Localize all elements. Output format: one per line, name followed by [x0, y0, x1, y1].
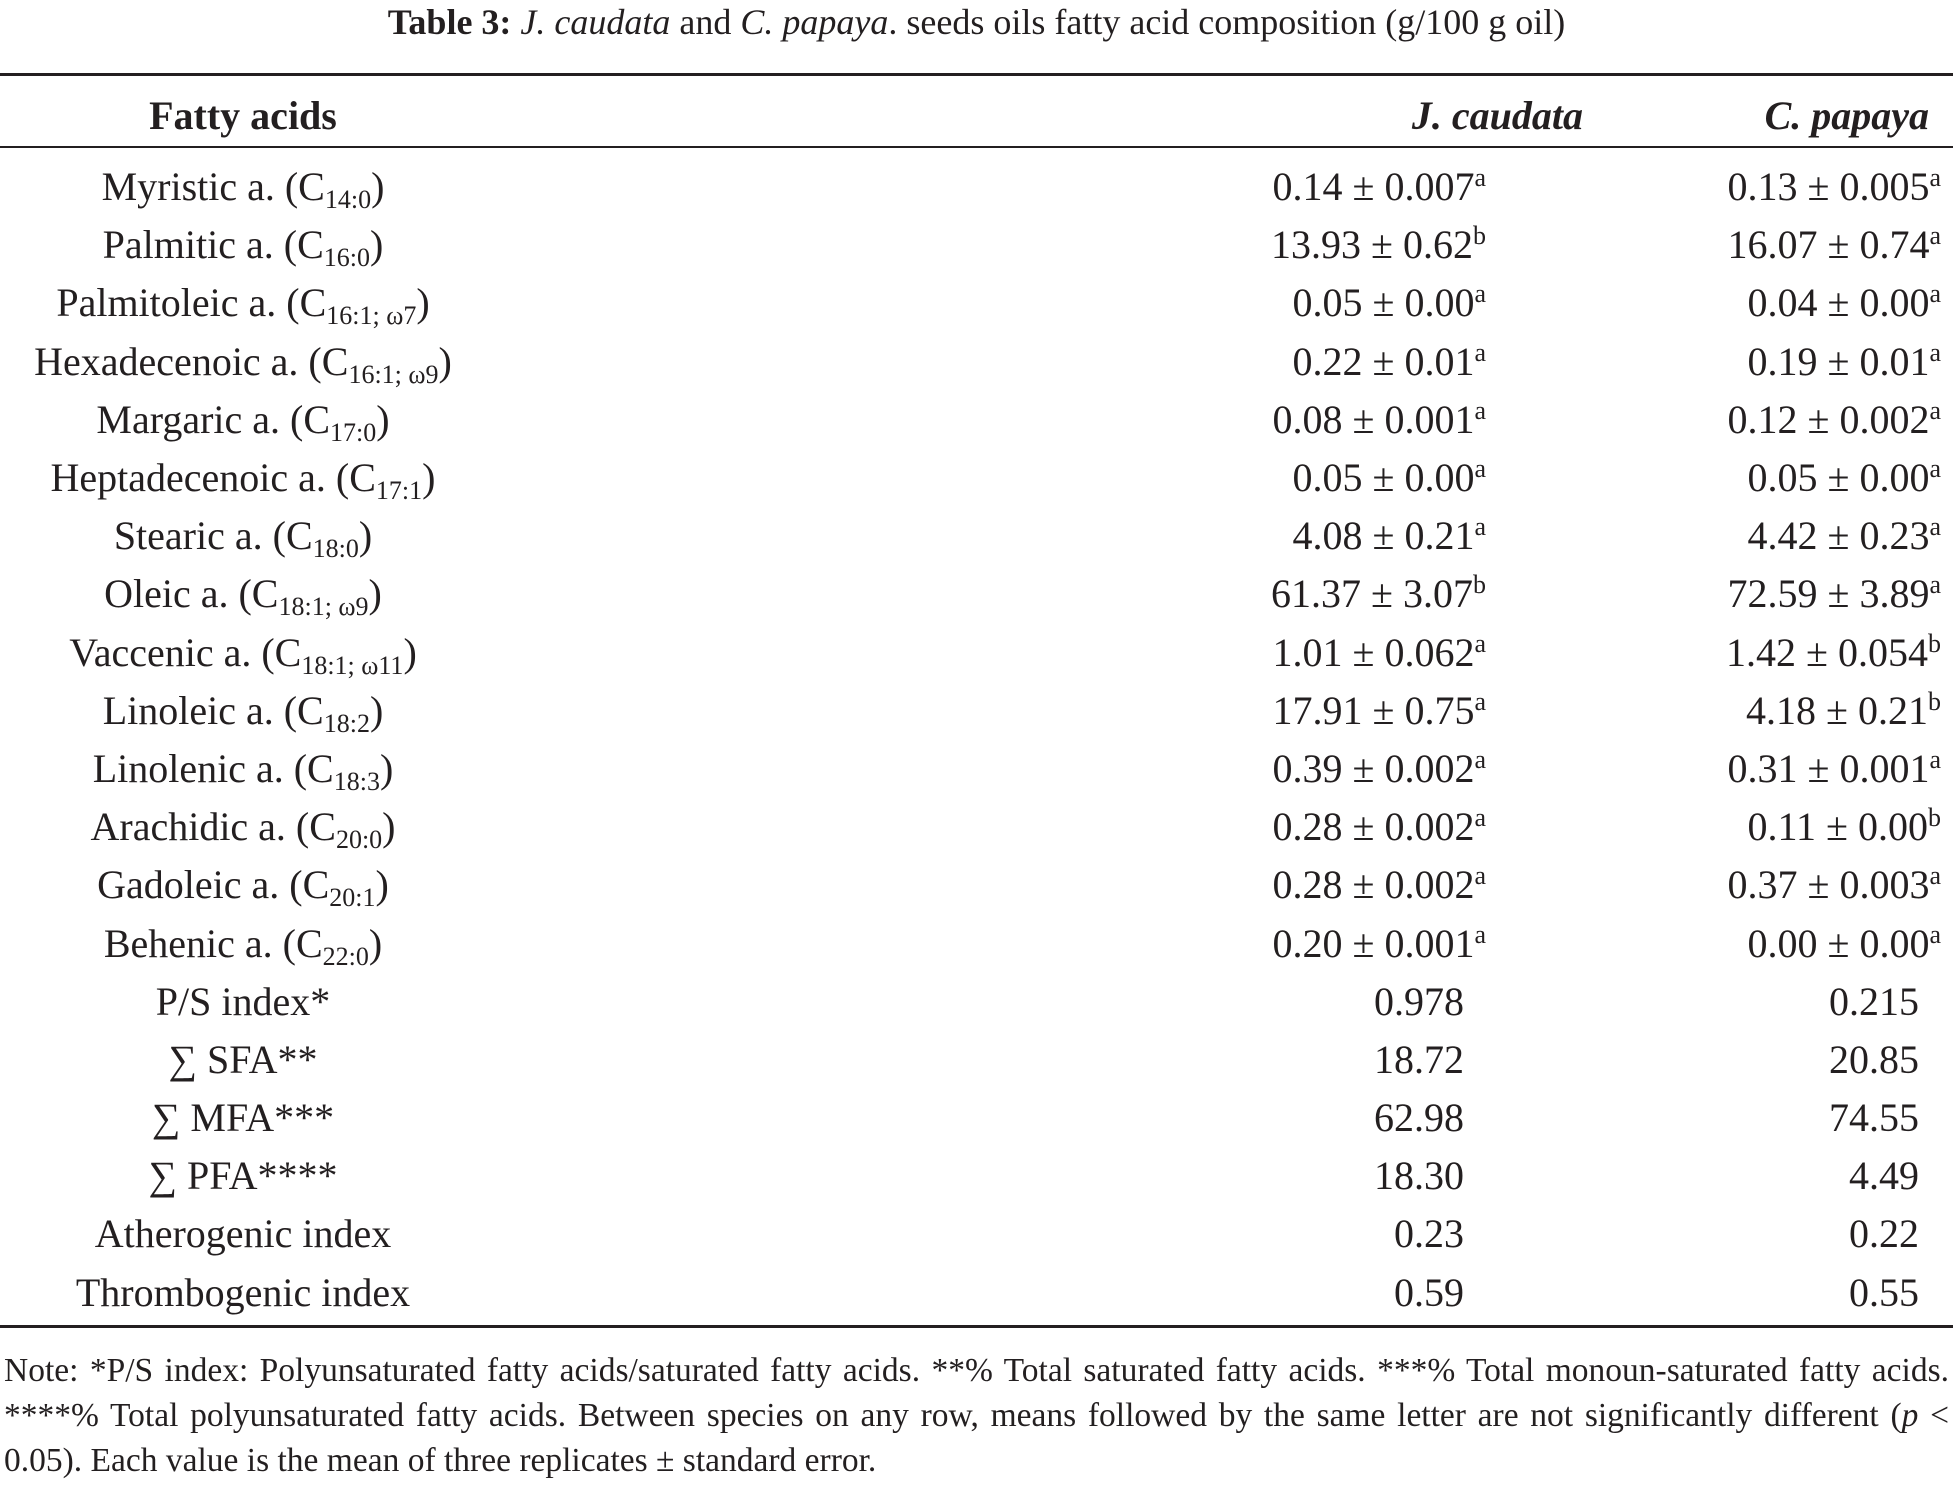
table-row: [0, 624, 1953, 682]
j-caudata-letter: a: [1474, 454, 1486, 484]
header-fatty-acids: Fatty acids: [149, 93, 337, 138]
c-papaya-letter: a: [1929, 512, 1941, 542]
fatty-acid-close: ): [376, 396, 390, 442]
j-caudata-value-cell: [486, 158, 1726, 216]
table-caption: [0, 0, 1953, 48]
c-papaya-summary-value: 0.215: [1829, 978, 1919, 1024]
top-rule: [0, 73, 1953, 76]
c-papaya-letter: a: [1929, 395, 1941, 425]
fatty-acid-name-cell: [0, 856, 486, 914]
fatty-acid-name: Vaccenic a. (C: [69, 629, 302, 675]
header-row: [0, 84, 1953, 148]
fatty-acid-close: ): [368, 571, 382, 617]
j-caudata-value-cell: [486, 624, 1726, 682]
table-row: [0, 565, 1953, 623]
fatty-acid-name: Behenic a. (C: [103, 920, 323, 966]
j-caudata-value: 0.22 ± 0.01: [1292, 338, 1475, 384]
note-text-1: Note: *P/S index: Polyunsaturated fatty acids/saturated fatty acids. **% Total saturated fatty acids. ***% Total monoun-saturated fatty acids. ****% Total polyunsaturated fatty acids. Between species on any row, means followed by the same letter are not significantly different (: [4, 1352, 1949, 1434]
note-text-2: < 0.05). Each value is the mean of three replicates ± standard error.: [4, 1397, 1949, 1479]
c-papaya-value: 0.13 ± 0.005: [1727, 164, 1930, 210]
fatty-acid-subscript: 17:0: [330, 417, 377, 447]
j-caudata-value-cell: [486, 391, 1726, 449]
fatty-acid-subscript: 16:1; ω9: [348, 359, 439, 389]
j-caudata-letter: b: [1473, 221, 1486, 251]
fatty-acid-close: ): [375, 862, 389, 908]
c-papaya-letter: a: [1929, 861, 1941, 891]
j-caudata-value: 61.37 ± 3.07: [1271, 571, 1473, 617]
c-papaya-value-cell: [1726, 682, 1953, 740]
caption-label: Table 3:: [387, 2, 512, 42]
c-papaya-value-cell: [1726, 449, 1953, 507]
fatty-acid-subscript: 14:0: [324, 185, 372, 215]
c-papaya-value: 16.07 ± 0.74: [1727, 222, 1930, 268]
fatty-acid-name-cell: [0, 158, 486, 216]
j-caudata-letter: a: [1474, 686, 1486, 716]
fatty-acid-name-cell: [0, 740, 486, 798]
table-row: [0, 914, 1953, 972]
fatty-acid-name: Myristic a. (C: [101, 164, 325, 210]
table-row: [0, 682, 1953, 740]
fatty-acid-name-cell: [0, 565, 486, 623]
fatty-acid-subscript: 18:1; ω11: [301, 650, 404, 680]
c-papaya-letter: b: [1928, 628, 1941, 658]
j-caudata-value: 0.08 ± 0.001: [1272, 396, 1475, 442]
j-caudata-value-cell: [486, 216, 1726, 274]
c-papaya-summary-value: 74.55: [1829, 1095, 1919, 1141]
j-caudata-value: 1.01 ± 0.062: [1272, 629, 1475, 675]
summary-name: Thrombogenic index: [75, 1269, 411, 1315]
fatty-acid-name-cell: [0, 507, 486, 565]
j-caudata-value-cell: [486, 856, 1726, 914]
c-papaya-summary-value: 0.22: [1849, 1211, 1919, 1257]
j-caudata-value-cell: [486, 798, 1726, 856]
c-papaya-value: 72.59 ± 3.89: [1727, 571, 1930, 617]
summary-row: [0, 1264, 1953, 1322]
c-papaya-letter: a: [1929, 570, 1941, 600]
c-papaya-letter: a: [1929, 337, 1941, 367]
fatty-acid-close: ): [369, 222, 384, 268]
j-caudata-letter: a: [1474, 919, 1486, 949]
caption-and: and: [670, 2, 741, 42]
j-caudata-value: 0.39 ± 0.002: [1272, 745, 1475, 791]
fatty-acid-name-cell: [0, 682, 486, 740]
j-caudata-value-cell: [486, 682, 1726, 740]
c-papaya-value-cell: [1726, 565, 1953, 623]
c-papaya-value-cell: [1726, 333, 1953, 391]
c-papaya-value-cell: [1726, 158, 1953, 216]
fatty-acid-name: Oleic a. (C: [104, 571, 279, 617]
caption-species-2: C. papaya: [740, 2, 889, 42]
fatty-acid-name-cell: [0, 391, 486, 449]
fatty-acid-subscript: 18:2: [323, 708, 370, 738]
c-papaya-value-cell: [1726, 914, 1953, 972]
fatty-acid-name-cell: [0, 914, 486, 972]
fatty-acid-name: Margaric a. (C: [96, 396, 331, 442]
table-row: [0, 274, 1953, 332]
j-caudata-value: 0.28 ± 0.002: [1272, 862, 1475, 908]
summary-row: [0, 1147, 1953, 1205]
table-row: [0, 740, 1953, 798]
j-caudata-value-cell: [486, 449, 1726, 507]
summary-name: ∑ PFA****: [148, 1153, 338, 1199]
j-caudata-value-cell: [486, 740, 1726, 798]
j-caudata-letter: b: [1473, 570, 1486, 600]
c-papaya-value: 4.42 ± 0.23: [1747, 513, 1930, 559]
j-caudata-summary-value: 62.98: [1374, 1095, 1464, 1141]
table-note: [4, 1348, 1949, 1483]
j-caudata-letter: a: [1474, 744, 1486, 774]
j-caudata-value-cell: [486, 507, 1726, 565]
c-papaya-value: 0.11 ± 0.00: [1747, 804, 1928, 850]
c-papaya-letter: a: [1929, 744, 1941, 774]
fatty-acid-close: ): [369, 687, 384, 733]
j-caudata-value-cell: [486, 274, 1726, 332]
header-c-papaya: C. papaya: [1764, 93, 1929, 138]
summary-row: [0, 973, 1953, 1031]
summary-row: [0, 1205, 1953, 1263]
j-caudata-value-cell: [486, 565, 1726, 623]
fatty-acid-name: Stearic a. (C: [113, 513, 313, 559]
fatty-acid-name-cell: [0, 333, 486, 391]
c-papaya-value-cell: [1726, 740, 1953, 798]
c-papaya-value-cell: [1726, 391, 1953, 449]
fatty-acid-subscript: 18:0: [312, 534, 359, 564]
table-row: [0, 391, 1953, 449]
j-caudata-value: 13.93 ± 0.62: [1271, 222, 1473, 268]
c-papaya-letter: a: [1929, 279, 1941, 309]
j-caudata-letter: a: [1474, 512, 1486, 542]
j-caudata-letter: a: [1474, 803, 1486, 833]
c-papaya-value-cell: [1726, 624, 1953, 682]
j-caudata-summary-value: 0.59: [1394, 1269, 1464, 1315]
c-papaya-value: 4.18 ± 0.21: [1746, 687, 1928, 733]
c-papaya-summary-value: 4.49: [1849, 1153, 1919, 1199]
c-papaya-value: 0.04 ± 0.00: [1747, 280, 1930, 326]
fatty-acid-subscript: 16:0: [323, 243, 370, 273]
fatty-acid-close: ): [422, 455, 436, 501]
c-papaya-value-cell: [1726, 856, 1953, 914]
fatty-acid-name: Heptadecenoic a. (C: [50, 455, 376, 501]
c-papaya-letter: a: [1929, 221, 1941, 251]
table-row: [0, 333, 1953, 391]
fatty-acid-close: ): [382, 804, 396, 850]
summary-name: Atherogenic index: [94, 1211, 392, 1257]
fatty-acid-name: Palmitoleic a. (C: [56, 280, 327, 326]
j-caudata-summary-value: 18.30: [1374, 1153, 1464, 1199]
fatty-acid-close: ): [358, 513, 373, 559]
fatty-acid-close: ): [438, 338, 452, 384]
c-papaya-letter: a: [1929, 163, 1941, 193]
j-caudata-letter: a: [1474, 628, 1486, 658]
j-caudata-value: 0.05 ± 0.00: [1292, 455, 1475, 501]
fatty-acid-name: Palmitic a. (C: [102, 222, 324, 268]
summary-name: P/S index*: [155, 978, 331, 1024]
fatty-acid-table: [0, 84, 1953, 1322]
c-papaya-letter: a: [1929, 919, 1941, 949]
j-caudata-value: 0.20 ± 0.001: [1272, 920, 1475, 966]
c-papaya-value: 0.05 ± 0.00: [1747, 455, 1930, 501]
j-caudata-summary-value: 18.72: [1374, 1036, 1464, 1082]
table-row: [0, 798, 1953, 856]
j-caudata-letter: a: [1474, 163, 1486, 193]
table-row: [0, 507, 1953, 565]
fatty-acid-name: Gadoleic a. (C: [97, 862, 330, 908]
fatty-acid-name: Linoleic a. (C: [102, 687, 324, 733]
fatty-acid-subscript: 18:3: [333, 766, 380, 796]
table-body: [0, 148, 1953, 1322]
j-caudata-value: 0.05 ± 0.00: [1292, 280, 1475, 326]
fatty-acid-name-cell: [0, 274, 486, 332]
j-caudata-value: 4.08 ± 0.21: [1292, 513, 1475, 559]
j-caudata-value: 0.14 ± 0.007: [1272, 164, 1475, 210]
table-row: [0, 216, 1953, 274]
c-papaya-value: 0.37 ± 0.003: [1727, 862, 1930, 908]
c-papaya-letter: b: [1928, 803, 1941, 833]
fatty-acid-subscript: 16:1; ω7: [326, 301, 417, 331]
c-papaya-value: 0.12 ± 0.002: [1727, 396, 1930, 442]
fatty-acid-subscript: 17:1: [375, 476, 423, 506]
c-papaya-value-cell: [1726, 274, 1953, 332]
c-papaya-summary-value: 20.85: [1829, 1036, 1919, 1082]
j-caudata-letter: a: [1474, 395, 1486, 425]
note-p: p: [1901, 1397, 1919, 1434]
j-caudata-summary-value: 0.978: [1374, 978, 1464, 1024]
table-row: [0, 158, 1953, 216]
table-row: [0, 856, 1953, 914]
fatty-acid-subscript: 22:0: [322, 941, 369, 971]
c-papaya-value: 0.31 ± 0.001: [1727, 745, 1930, 791]
j-caudata-value: 0.28 ± 0.002: [1272, 804, 1475, 850]
caption-rest: . seeds oils fatty acid composition (g/100 g oil): [888, 2, 1566, 42]
c-papaya-value-cell: [1726, 216, 1953, 274]
fatty-acid-subscript: 20:0: [335, 825, 383, 855]
j-caudata-value-cell: [486, 914, 1726, 972]
table-row: [0, 449, 1953, 507]
c-papaya-letter: a: [1929, 454, 1941, 484]
j-caudata-letter: a: [1474, 279, 1486, 309]
fatty-acid-name-cell: [0, 216, 486, 274]
summary-row: [0, 1089, 1953, 1147]
j-caudata-summary-value: 0.23: [1394, 1211, 1464, 1257]
summary-name: ∑ SFA**: [168, 1036, 318, 1082]
fatty-acid-close: ): [416, 280, 430, 326]
fatty-acid-name-cell: [0, 449, 486, 507]
fatty-acid-close: ): [368, 920, 383, 966]
fatty-acid-name-cell: [0, 624, 486, 682]
j-caudata-letter: a: [1474, 861, 1486, 891]
c-papaya-summary-value: 0.55: [1849, 1269, 1919, 1315]
fatty-acid-subscript: 20:1: [329, 883, 376, 913]
fatty-acid-subscript: 18:1; ω9: [278, 592, 369, 622]
summary-row: [0, 1031, 1953, 1089]
fatty-acid-name-cell: [0, 798, 486, 856]
j-caudata-value-cell: [486, 333, 1726, 391]
j-caudata-letter: a: [1474, 337, 1486, 367]
fatty-acid-close: ): [379, 745, 394, 791]
caption-species-1: J. caudata: [520, 2, 671, 42]
c-papaya-letter: b: [1928, 686, 1941, 716]
c-papaya-value-cell: [1726, 507, 1953, 565]
fatty-acid-name: Linolenic a. (C: [92, 745, 334, 791]
fatty-acid-close: ): [403, 629, 417, 675]
fatty-acid-close: ): [371, 164, 385, 210]
header-j-caudata: J. caudata: [1411, 93, 1583, 138]
bottom-rule: [0, 1325, 1953, 1328]
summary-name: ∑ MFA***: [151, 1095, 335, 1141]
fatty-acid-name: Hexadecenoic a. (C: [34, 338, 349, 384]
c-papaya-value: 0.00 ± 0.00: [1747, 920, 1930, 966]
j-caudata-value: 17.91 ± 0.75: [1272, 687, 1475, 733]
fatty-acid-name: Arachidic a. (C: [90, 804, 336, 850]
c-papaya-value: 1.42 ± 0.054: [1726, 629, 1928, 675]
c-papaya-value: 0.19 ± 0.01: [1747, 338, 1930, 384]
c-papaya-value-cell: [1726, 798, 1953, 856]
